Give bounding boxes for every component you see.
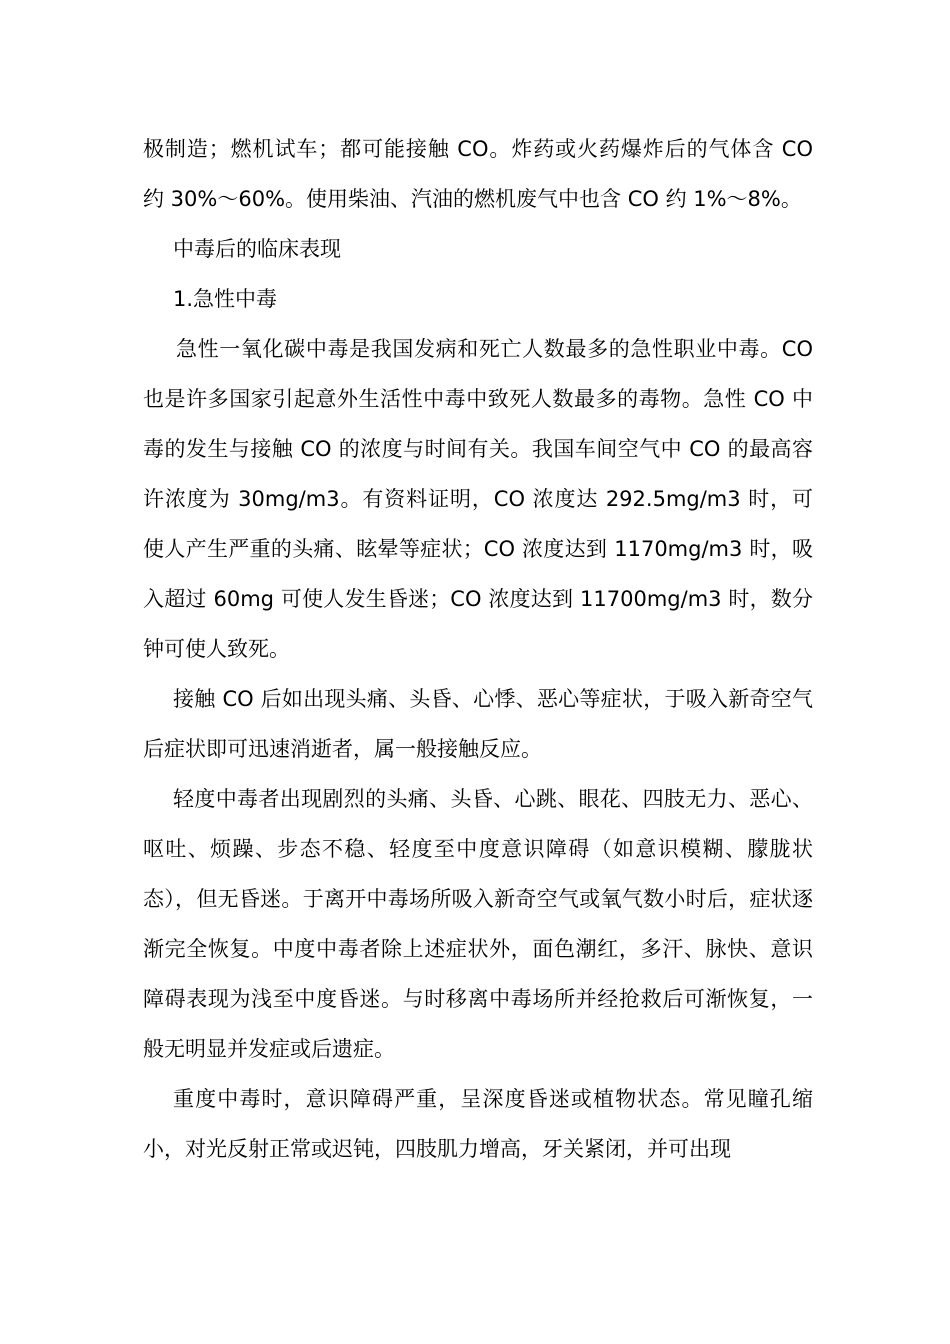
section-heading-clinical-manifestations: 中毒后的临床表现 bbox=[173, 237, 341, 261]
document-body bbox=[143, 124, 813, 1174]
paragraph-general-contact-reaction: 接触 CO 后如出现头痛、头昏、心悸、恶心等症状，于吸入新奇空气后症状即可迅速消逝者，属一般接触反应。 bbox=[143, 687, 813, 761]
paragraph-severe-poisoning: 重度中毒时，意识障碍严重，呈深度昏迷或植物状态。常见瞳孔缩小，对光反射正常或迟钝，四肢肌力增高，牙关紧闭，并可出现 bbox=[143, 1087, 813, 1161]
paragraph-co-exposure-sources: 极制造；燃机试车；都可能接触 CO。炸药或火药爆炸后的气体含 CO 约 30%～60%。使用柴油、汽油的燃机废气中也含 CO 约 1%～8%。 bbox=[143, 137, 813, 211]
paragraph-mild-moderate-poisoning: 轻度中毒者出现剧烈的头痛、头昏、心跳、眼花、四肢无力、恶心、呕吐、烦躁、步态不稳、轻度至中度意识障碍（如意识模糊、朦胧状态），但无昏迷。于离开中毒场所吸入新奇空气或氧气数小时后，症状逐渐完全恢复。中度中毒者除上述症状外，面色潮红，多汗、脉快、意识障碍表现为浅至中度昏迷。与时移离中毒场所并经抢救后可渐恢复，一般无明显并发症或后遗症。 bbox=[143, 787, 813, 1061]
subsection-heading-acute-poisoning: 1.急性中毒 bbox=[173, 287, 278, 311]
paragraph-acute-co-poisoning: 急性一氧化碳中毒是我国发病和死亡人数最多的急性职业中毒。CO 也是许多国家引起意外生活性中毒中致死人数最多的毒物。急性 CO 中毒的发生与接触 CO 的浓度与时间有关。我国车间空气中 CO 的最高容许浓度为 30mg/m3。有资料证明，CO 浓度达 292.5mg/m3 时，可使人产生严重的头痛、眩晕等症状；CO 浓度达到 1170mg/m3 时，吸入超过 60mg 可使人发生昏迷；CO 浓度达到 11700mg/m3 时，数分钟可使人致死。 bbox=[143, 337, 813, 661]
